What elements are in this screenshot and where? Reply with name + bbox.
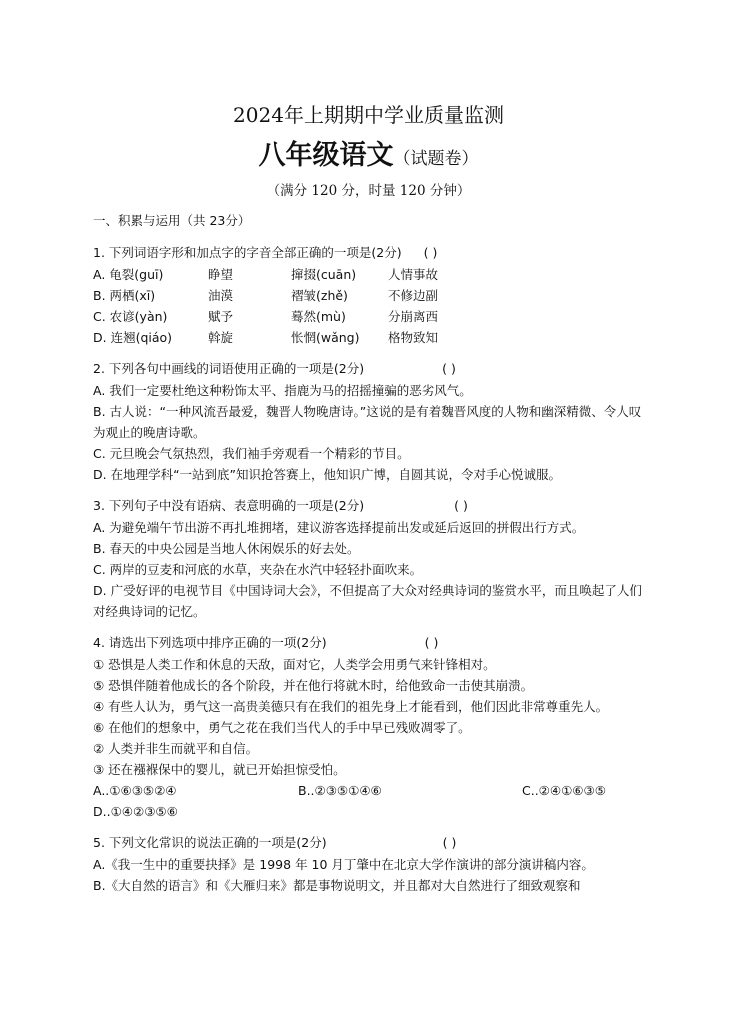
question-5 — [93, 832, 653, 896]
exam-title: 2024年上期期中学业质量监测 — [233, 103, 504, 127]
option-cell: 分崩离西 — [388, 309, 439, 324]
option-text: B.《大自然的语言》和《大雁归来》都是事物说明文，并且都对大自然进行了细致观察和 — [93, 878, 581, 893]
subject-title — [0, 139, 737, 176]
option-cell: 斡旋 — [208, 330, 234, 345]
option-cell: 睁望 — [208, 267, 234, 282]
option-cell: 格物致知 — [388, 330, 439, 345]
option-cell: B..②③⑤①④⑥ — [298, 783, 382, 798]
question-1 — [93, 242, 653, 348]
option-cell: 蓦然(mù) — [291, 309, 346, 324]
option-cell: C..②④①⑥③⑤ — [522, 783, 606, 798]
option-text: A.《我一生中的重要抉择》是 1998 年 10 月丁肇中在北京大学作演讲的部分演讲稿内容。 — [93, 857, 594, 872]
question-stem — [93, 832, 653, 854]
option-cell: 褶皱(zhě) — [291, 288, 348, 303]
answer-paren: ( ) — [454, 498, 468, 513]
sentence-item: ⑤ 恐惧伴随着他成长的各个阶段，并在他行将就木时，给他致命一击使其崩溃。 — [93, 678, 534, 693]
stem-text: 5. 下列文化常识的说法正确的一项是(2分) — [93, 835, 327, 850]
answer-paren: ( ) — [442, 835, 457, 850]
option-text: C. 元旦晚会气氛热烈，我们袖手旁观看一个精彩的节目。 — [93, 446, 410, 461]
option-text: D. 在地理学科“一站到底”知识抢答赛上，他知识广博，自圆其说，令对手心悦诚服。 — [93, 467, 562, 482]
option-cell: A..①⑥③⑤②④ — [93, 783, 177, 798]
answer-paren: ( ) — [424, 635, 439, 650]
option-cell: A. 龟裂(guī) — [93, 267, 164, 282]
option-cell: 撺掇(cuān) — [291, 267, 357, 282]
stem-text: 1. 下列词语字形和加点字的字音全部正确的一项是(2分) — [93, 245, 402, 260]
option-row — [93, 780, 653, 801]
question-2 — [93, 358, 653, 485]
option-text: C. 两岸的豆麦和河底的水草，夹杂在水汽中轻轻扑面吹来。 — [93, 562, 423, 577]
option-row — [93, 801, 653, 822]
sentence-item: ③ 还在襁褓保中的婴儿，就已开始担惊受怕。 — [93, 762, 346, 777]
sentence-item: ④ 有些人认为，勇气这一高贵美德只有在我们的祖先身上才能看到，他们因此非常尊重先人。 — [93, 699, 609, 714]
option-cell: C. 农谚(yàn) — [93, 309, 168, 324]
section-title: 一、积累与运用（共 23分） — [93, 213, 251, 228]
option-cell: 赋予 — [208, 309, 234, 324]
option-row — [93, 327, 653, 348]
question-stem — [93, 632, 653, 654]
option-cell: 人情事故 — [388, 267, 439, 282]
option-row — [93, 285, 653, 306]
paper-type: （试题卷） — [393, 149, 479, 169]
answer-paren: ( ) — [423, 245, 438, 260]
sentence-item: ⑥ 在他们的想象中，勇气之花在我们当代人的手中早已残败凋零了。 — [93, 720, 471, 735]
option-cell: B. 两栖(xī) — [93, 288, 156, 303]
option-row — [93, 306, 653, 327]
option-cell: D..①④②③⑤⑥ — [93, 804, 178, 819]
option-cell: 油漠 — [208, 288, 234, 303]
question-stem — [93, 242, 653, 264]
question-3 — [93, 495, 653, 622]
exam-body — [93, 210, 653, 906]
option-text: A. 为避免端午节出游不再扎堆拥堵，建议游客选择提前出发或延后返回的拼假出行方式。 — [93, 520, 585, 535]
option-text: B. 古人说：“一种风流吾最爱，魏晋人物晚唐诗。”这说的是有着魏晋风度的人物和幽深精微、令人叹为观止的晚唐诗歌。 — [93, 404, 642, 440]
stem-text: 2. 下列各句中画线的词语使用正确的一项是(2分) — [93, 361, 365, 376]
exam-header — [0, 101, 737, 201]
option-text: B. 春天的中央公园是当地人休闲娱乐的好去处。 — [93, 541, 360, 556]
option-cell: D. 连翘(qiáo) — [93, 330, 173, 345]
stem-text: 4. 请选出下列选项中排序正确的一项(2分) — [93, 635, 327, 650]
answer-paren: ( ) — [442, 361, 456, 376]
sentence-item: ① 恐惧是人类工作和休息的天敌，面对它，人类学会用勇气来针锋相对。 — [93, 657, 496, 672]
subject-name: 八年级语文 — [258, 140, 394, 171]
question-stem — [93, 495, 653, 517]
question-stem — [93, 358, 653, 380]
option-text: A. 我们一定要杜绝这种粉饰太平、指鹿为马的招摇撞骗的恶劣风气。 — [93, 383, 472, 398]
option-cell: 怅惘(wǎng) — [291, 330, 360, 345]
sentence-item: ② 人类并非生而就平和自信。 — [93, 741, 259, 756]
option-text: D. 广受好评的电视节目《中国诗词大会》，不但提高了大众对经典诗词的鉴赏水平，而且唤起了人们对经典诗词的记忆。 — [93, 583, 642, 619]
question-4 — [93, 632, 653, 822]
option-row — [93, 264, 653, 285]
score-time-note: （满分 120 分，时量 120 分钟） — [266, 183, 471, 199]
stem-text: 3. 下列句子中没有语病、表意明确的一项是(2分) — [93, 498, 365, 513]
option-cell: 不修边副 — [388, 288, 439, 303]
